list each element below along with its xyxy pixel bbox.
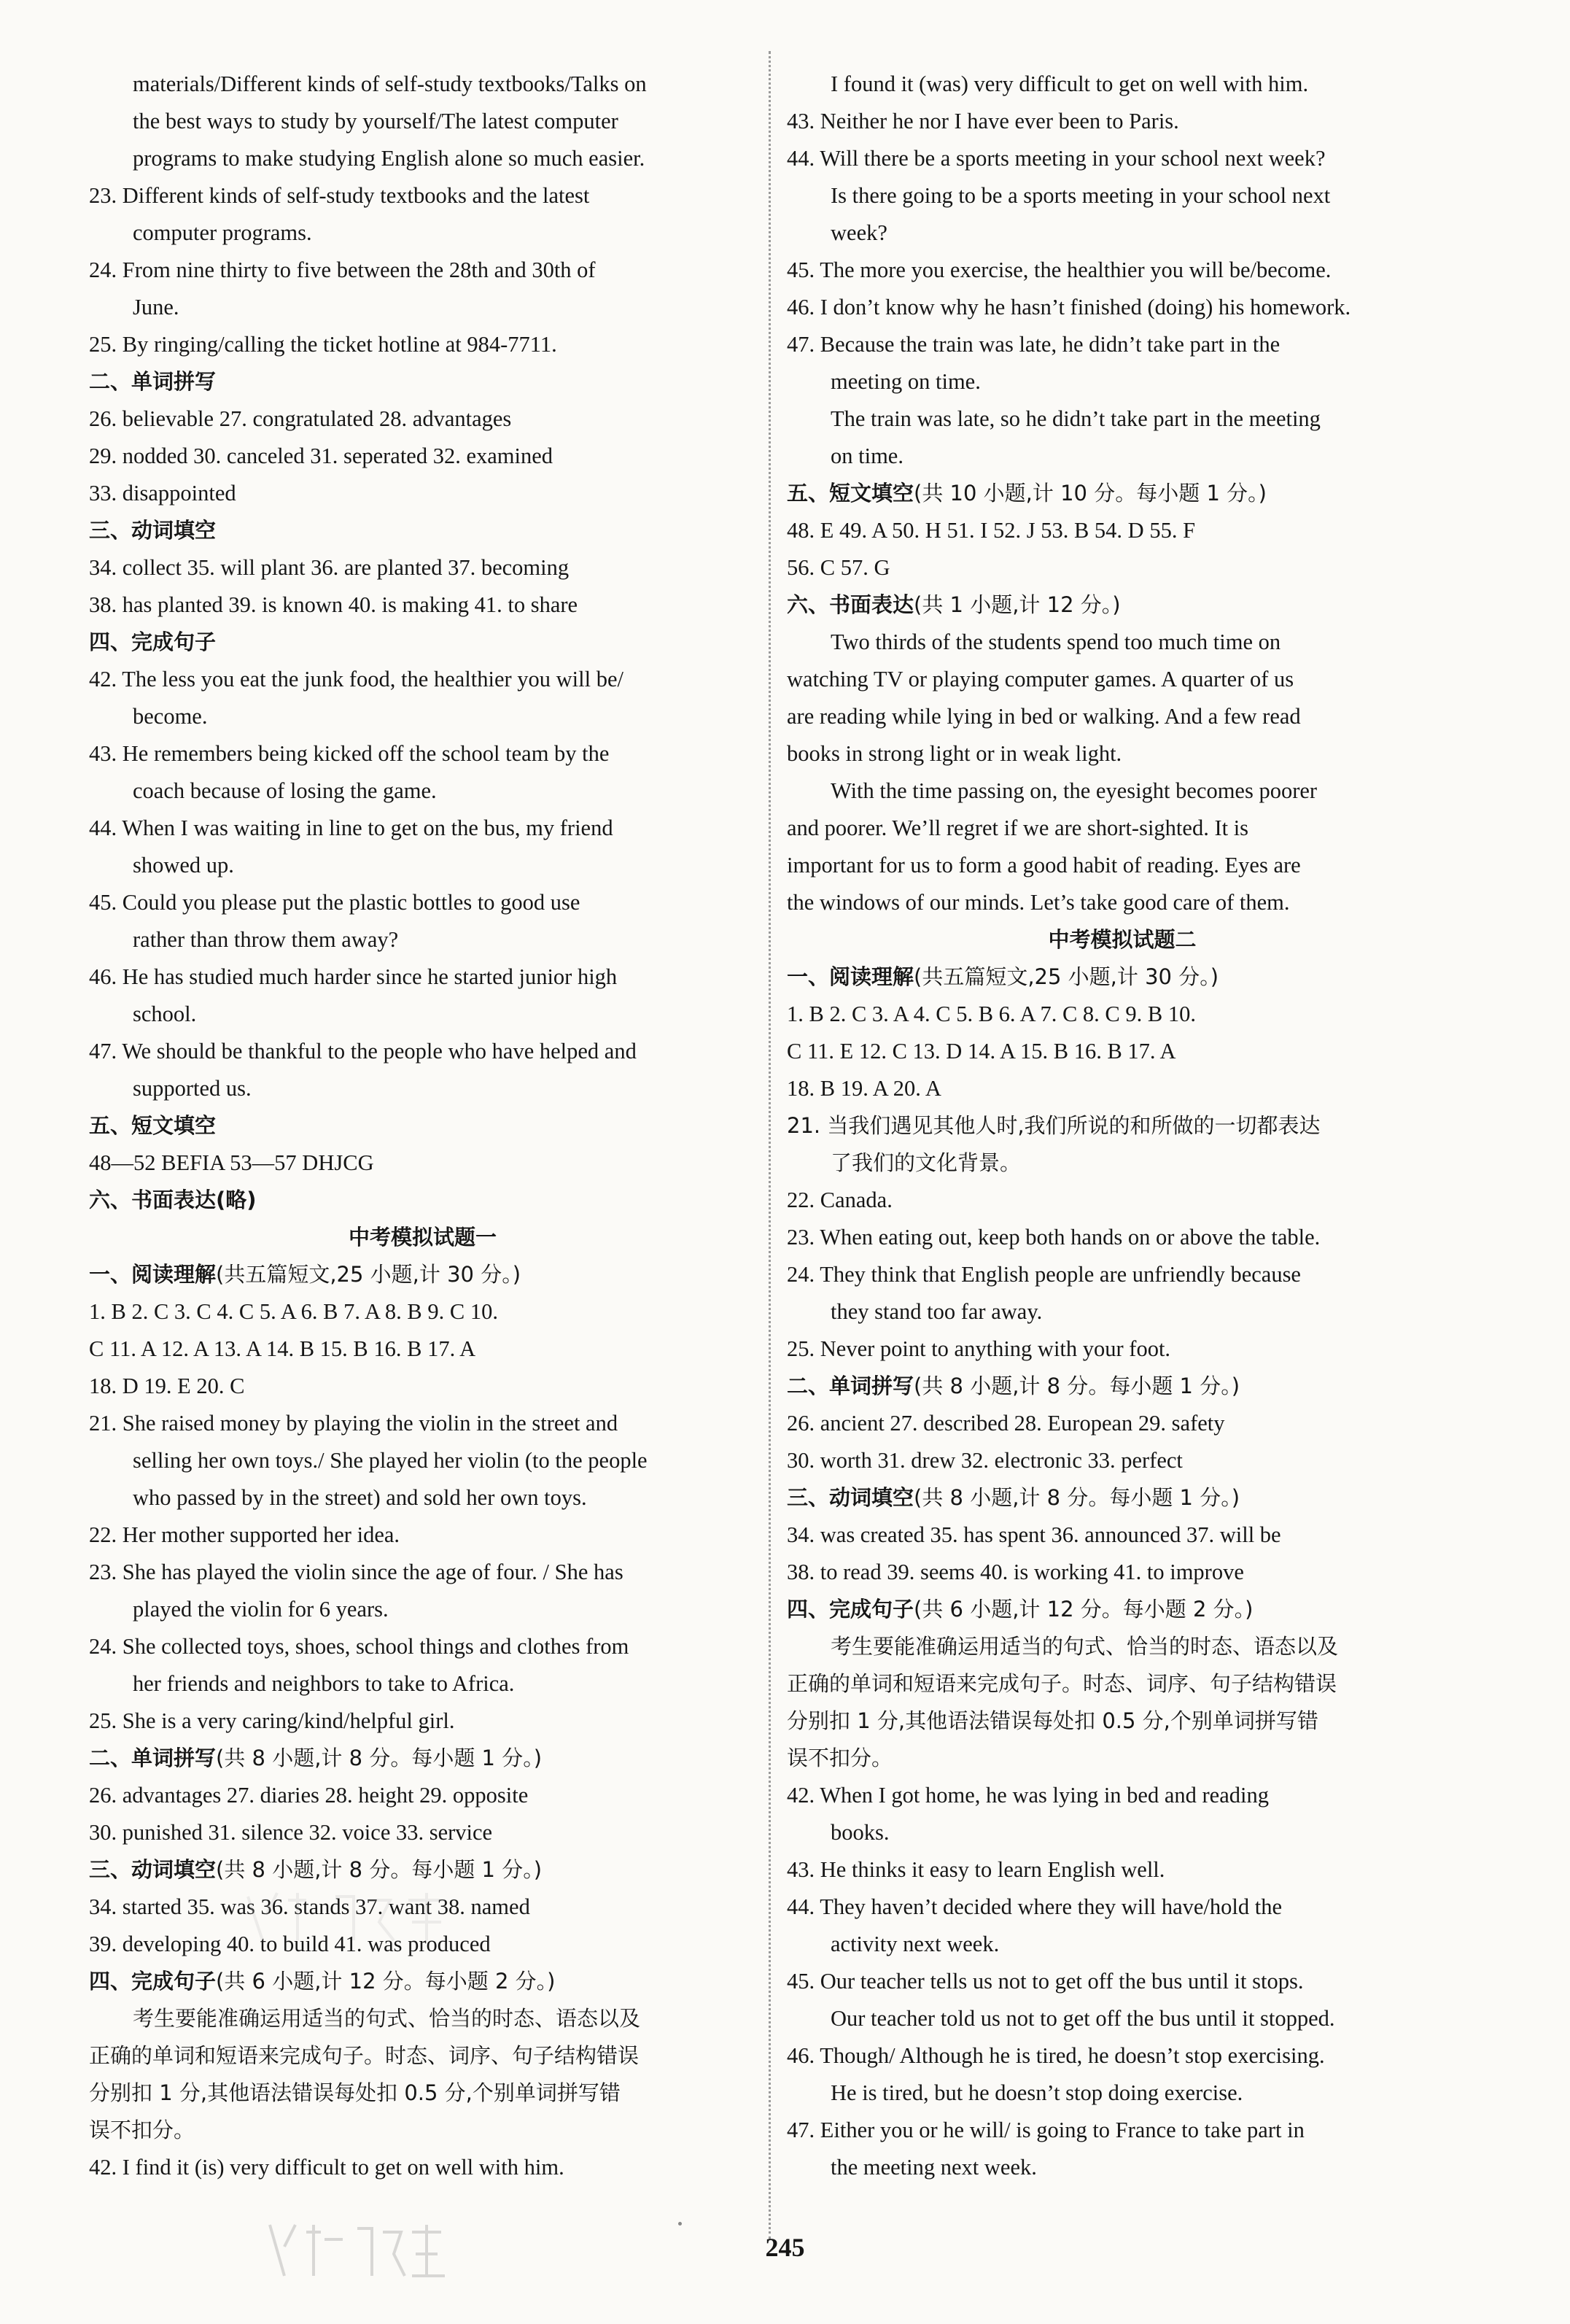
answer-line: 30. punished 31. silence 32. voice 33. service (89, 1820, 493, 1845)
answer-line: 43. He remembers being kicked off the school team by the (89, 741, 610, 766)
answer-line: 43. He thinks it easy to learn English well. (787, 1857, 1165, 1882)
answer-line: computer programs. (133, 220, 312, 245)
answer-line: 38. has planted 39. is known 40. is making 41. to share (89, 592, 578, 617)
answer-line: He is tired, but he doesn’t stop doing exercise. (831, 2080, 1243, 2105)
answer-line: 48—52 BEFIA 53—57 DHJCG (89, 1150, 374, 1175)
section-heading (787, 1479, 1458, 1517)
answer-line: 47. We should be thankful to the people who have helped and (89, 1039, 637, 1064)
answer-line: 47. Either you or he will/ is going to France to take part in (787, 2118, 1305, 2142)
answer-line: 45. The more you exercise, the healthier you will be/become. (787, 257, 1332, 282)
heading-label: 四、完成句子 (89, 630, 217, 654)
answer-line: 24. From nine thirty to five between the 28th and 30th of (89, 257, 596, 282)
answer-line: who passed by in the street) and sold her own toys. (133, 1485, 587, 1510)
answer-line: 34. was created 35. has spent 36. announced 37. will be (787, 1522, 1281, 1547)
section-heading (89, 1107, 756, 1144)
answer-line: 25. By ringing/calling the ticket hotline at 984-7711. (89, 332, 557, 357)
answer-line: played the violin for 6 years. (133, 1597, 389, 1622)
heading-label: 二、单词拼写 (89, 1746, 217, 1770)
page-number: 245 (765, 2233, 805, 2262)
answer-line: 22. Canada. (787, 1188, 893, 1212)
section-heading (787, 586, 1458, 624)
section-heading (89, 363, 756, 400)
heading-label: 三、动词填空 (89, 1857, 217, 1882)
answer-line: 25. She is a very caring/kind/helpful girl. (89, 1708, 455, 1733)
answer-line: the windows of our minds. Let’s take good care of them. (787, 890, 1290, 915)
answer-line: important for us to form a good habit of reading. Eyes are (787, 853, 1301, 878)
answer-line: The train was late, so he didn’t take part in the meeting (831, 406, 1321, 431)
heading-label: 一、阅读理解 (787, 964, 914, 989)
section-heading (89, 624, 756, 661)
answer-line: 正确的单词和短语来完成句子。时态、词序、句子结构错误 (89, 2043, 640, 2068)
heading-label: 三、动词填空 (89, 518, 217, 543)
heading-label: 五、短文填空 (787, 481, 914, 506)
section-heading (89, 512, 756, 549)
answer-line: activity next week. (831, 1932, 1000, 1956)
answer-line: 了我们的文化背景。 (831, 1150, 1022, 1175)
answer-line: 46. He has studied much harder since he started junior high (89, 964, 618, 989)
answer-line: 33. disappointed (89, 481, 236, 506)
answer-line: 分别扣 1 分,其他语法错误每处扣 0.5 分,个别单词拼写错 (787, 1708, 1318, 1733)
answer-line: coach because of losing the game. (133, 778, 437, 803)
answer-line: rather than throw them away? (133, 927, 399, 952)
answer-line: 29. nodded 30. canceled 31. seperated 32. examined (89, 444, 553, 468)
answer-line: 22. Her mother supported her idea. (89, 1522, 400, 1547)
section-title: 中考模拟试题二 (1048, 927, 1197, 952)
answer-line: Is there going to be a sports meeting in your school next (831, 183, 1331, 208)
heading-label: 一、阅读理解 (89, 1262, 217, 1287)
heading-note: (共 8 小题,计 8 分。每小题 1 分。) (914, 1485, 1240, 1510)
left-column (89, 66, 756, 2186)
heading-note: (共 1 小题,计 12 分。) (914, 592, 1121, 617)
answer-line: selling her own toys./ She played her violin (to the people (133, 1448, 648, 1473)
answer-line: 47. Because the train was late, he didn’t take part in the (787, 332, 1281, 357)
answer-line: 24. She collected toys, shoes, school things and clothes from (89, 1634, 629, 1659)
answer-line: 21. She raised money by playing the violin in the street and (89, 1411, 618, 1436)
answer-line: 1. B 2. C 3. A 4. C 5. B 6. A 7. C 8. C 9. B 10. (787, 1002, 1196, 1026)
answer-line: 30. worth 31. drew 32. electronic 33. perfect (787, 1448, 1183, 1473)
answer-line: 26. ancient 27. described 28. European 29. safety (787, 1411, 1225, 1436)
answer-line: June. (133, 295, 179, 319)
answer-line: her friends and neighbors to take to Africa. (133, 1671, 515, 1696)
answer-line: are reading while lying in bed or walking. And a few read (787, 704, 1301, 729)
heading-note: (共 6 小题,计 12 分。每小题 2 分。) (914, 1597, 1254, 1622)
answer-line: 18. B 19. A 20. A (787, 1076, 941, 1101)
answer-line: 45. Could you please put the plastic bottles to good use (89, 890, 580, 915)
answer-line: 18. D 19. E 20. C (89, 1374, 245, 1398)
section-heading (787, 958, 1458, 996)
answer-line: 34. started 35. was 36. stands 37. want 38. named (89, 1894, 530, 1919)
answer-line: on time. (831, 444, 903, 468)
answer-line: 46. I don’t know why he hasn’t finished (doing) his homework. (787, 295, 1351, 319)
answer-line: meeting on time. (831, 369, 981, 394)
section-heading (89, 1963, 756, 2000)
answer-line: 44. When I was waiting in line to get on the bus, my friend (89, 816, 613, 840)
heading-label: 三、动词填空 (787, 1485, 914, 1510)
answer-line: 误不扣分。 (89, 2118, 195, 2142)
answer-line: 42. When I got home, he was lying in bed and reading (787, 1783, 1269, 1808)
answer-line: supported us. (133, 1076, 252, 1101)
section-heading (787, 1368, 1458, 1405)
answer-line: 42. The less you eat the junk food, the healthier you will be/ (89, 667, 623, 692)
column-divider (769, 51, 771, 2239)
answer-line: 23. When eating out, keep both hands on or above the table. (787, 1225, 1321, 1250)
answer-line: 23. Different kinds of self-study textbooks and the latest (89, 183, 590, 208)
answer-line: 44. They haven’t decided where they will have/hold the (787, 1894, 1282, 1919)
answer-line: 误不扣分。 (787, 1746, 893, 1770)
answer-line: With the time passing on, the eyesight becomes poorer (831, 778, 1318, 803)
answer-line: 24. They think that English people are unfriendly because (787, 1262, 1301, 1287)
answer-line: 38. to read 39. seems 40. is working 41. to improve (787, 1560, 1244, 1584)
heading-note: (共五篇短文,25 小题,计 30 分。) (216, 1262, 521, 1287)
answer-line: 34. collect 35. will plant 36. are planted 37. becoming (89, 555, 570, 580)
heading-label: 五、短文填空 (89, 1113, 217, 1138)
answer-line: books. (831, 1820, 890, 1845)
heading-label: 四、完成句子 (89, 1969, 217, 1994)
answer-line: 分别扣 1 分,其他语法错误每处扣 0.5 分,个别单词拼写错 (89, 2080, 621, 2105)
watermark-logo (255, 2210, 474, 2290)
answer-line: 26. advantages 27. diaries 28. height 29. opposite (89, 1783, 529, 1808)
answer-line: materials/Different kinds of self-study textbooks/Talks on (133, 71, 647, 96)
answer-line: and poorer. We’ll regret if we are short-sighted. It is (787, 816, 1249, 840)
heading-label: 六、书面表达 (787, 592, 914, 617)
answer-line: 23. She has played the violin since the age of four. / She has (89, 1560, 623, 1584)
heading-label: 六、书面表达(略) (89, 1188, 257, 1212)
heading-note: (共 8 小题,计 8 分。每小题 1 分。) (216, 1746, 543, 1770)
right-column (787, 66, 1458, 2186)
heading-note: (共 8 小题,计 8 分。每小题 1 分。) (216, 1857, 543, 1882)
heading-label: 二、单词拼写 (89, 369, 217, 394)
answer-line: 21. 当我们遇见其他人时,我们所说的和所做的一切都表达 (787, 1113, 1321, 1138)
answer-line: week? (831, 220, 887, 245)
answer-line: showed up. (133, 853, 234, 878)
answer-line: 45. Our teacher tells us not to get off the bus until it stops. (787, 1969, 1304, 1994)
answer-line: 考生要能准确运用适当的句式、恰当的时态、语态以及 (133, 2006, 641, 2031)
answer-line: the meeting next week. (831, 2155, 1037, 2180)
heading-note: (共五篇短文,25 小题,计 30 分。) (914, 964, 1219, 989)
section-heading (89, 1256, 756, 1293)
section-heading (89, 1182, 756, 1219)
answer-line: 正确的单词和短语来完成句子。时态、词序、句子结构错误 (787, 1671, 1337, 1696)
answer-line: 43. Neither he nor I have ever been to Paris. (787, 109, 1179, 133)
answer-line: 44. Will there be a sports meeting in your school next week? (787, 146, 1326, 171)
answer-line: Two thirds of the students spend too much time on (831, 630, 1281, 654)
section-heading (787, 1591, 1458, 1628)
heading-label: 二、单词拼写 (787, 1374, 914, 1398)
section-title: 中考模拟试题一 (348, 1225, 497, 1250)
answer-line: books in strong light or in weak light. (787, 741, 1122, 766)
answer-line: 考生要能准确运用适当的句式、恰当的时态、语态以及 (831, 1634, 1339, 1659)
section-heading (787, 475, 1458, 512)
answer-line: 56. C 57. G (787, 555, 890, 580)
answer-line: watching TV or playing computer games. A quarter of us (787, 667, 1294, 692)
answer-line: they stand too far away. (831, 1299, 1043, 1324)
watermark-logo-faint (233, 1882, 474, 1951)
answer-line: I found it (was) very difficult to get on well with him. (831, 71, 1309, 96)
heading-note: (共 10 小题,计 10 分。每小题 1 分。) (914, 481, 1267, 506)
heading-note: (共 6 小题,计 12 分。每小题 2 分。) (216, 1969, 556, 1994)
section-heading (89, 1740, 756, 1777)
answer-line: 25. Never point to anything with your foot. (787, 1336, 1171, 1361)
answer-line: C 11. E 12. C 13. D 14. A 15. B 16. B 17. A (787, 1039, 1176, 1064)
answer-line: 42. I find it (is) very difficult to get on well with him. (89, 2155, 564, 2180)
answer-line: 46. Though/ Although he is tired, he doesn’t stop exercising. (787, 2043, 1325, 2068)
answer-line: programs to make studying English alone so much easier. (133, 146, 645, 171)
heading-label: 四、完成句子 (787, 1597, 914, 1622)
answer-line: school. (133, 1002, 197, 1026)
answer-line: C 11. A 12. A 13. A 14. B 15. B 16. B 17. A (89, 1336, 476, 1361)
answer-line: become. (133, 704, 208, 729)
answer-line: 26. believable 27. congratulated 28. advantages (89, 406, 512, 431)
answer-line: 1. B 2. C 3. C 4. C 5. A 6. B 7. A 8. B 9. C 10. (89, 1299, 498, 1324)
answer-line: Our teacher told us not to get off the bus until it stopped. (831, 2006, 1335, 2031)
print-dot (678, 2222, 682, 2226)
heading-note: (共 8 小题,计 8 分。每小题 1 分。) (914, 1374, 1240, 1398)
answer-line: the best ways to study by yourself/The latest computer (133, 109, 618, 133)
answer-line: 39. developing 40. to build 41. was produced (89, 1932, 491, 1956)
answer-line: 48. E 49. A 50. H 51. I 52. J 53. B 54. D 55. F (787, 518, 1196, 543)
